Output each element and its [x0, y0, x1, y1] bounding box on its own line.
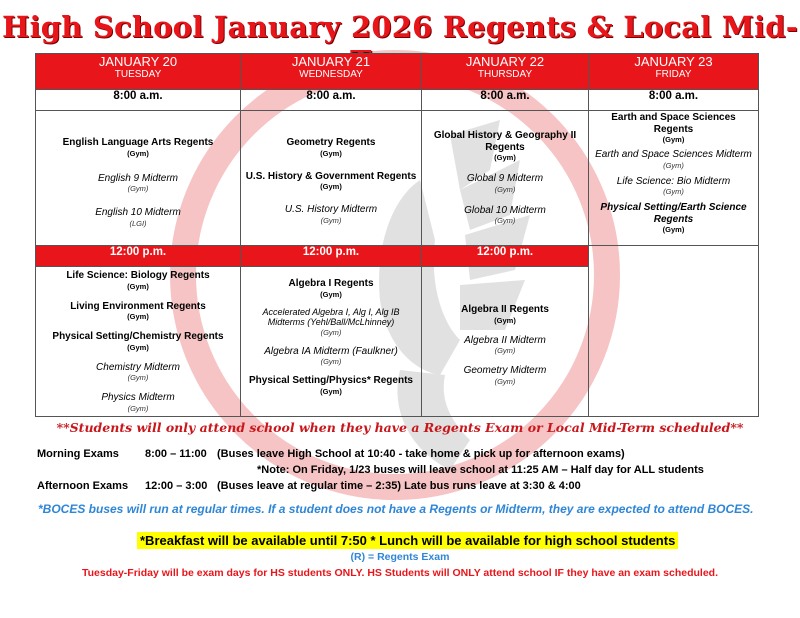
exam-cell — [36, 267, 241, 417]
exam-room: (LGI) — [129, 218, 147, 228]
morning-exams-row — [36, 111, 759, 246]
exam-room: (Gym) — [127, 281, 149, 291]
day-date: JANUARY 23 — [634, 54, 713, 69]
exam-name: Physics Midterm — [101, 392, 175, 403]
exam-name: Earth and Space Sciences Regents — [611, 112, 736, 135]
day-header — [422, 54, 589, 90]
attendance-note: **Students will only attend school when they have a Regents Exam or Local Mid-Term scheduled** — [56, 420, 744, 435]
exam-room: (Gym) — [320, 182, 342, 191]
exam-room: (Gym) — [320, 327, 342, 337]
exam-name: Algebra I Regents — [288, 278, 374, 289]
page-title: High School January 2026 Regents & Local Mid- — [1, 10, 799, 44]
exam-days-note: Tuesday-Friday will be exam days for HS students ONLY. HS Students will ONLY attend school IF they have an exam scheduled. — [81, 567, 718, 579]
afternoon-exams-detail: (Buses leave at regular time – 2:35) Late bus runs leave at 3:30 & 4:00 — [217, 480, 581, 492]
exam-cell — [422, 267, 589, 417]
exam-room: (Gym) — [494, 346, 516, 355]
afternoon-time-row — [36, 246, 759, 267]
exam-room: (Gym) — [494, 184, 516, 194]
exam-name: Geometry Regents — [286, 137, 376, 148]
exam-name: Life Science: Biology Regents — [66, 270, 210, 281]
exam-room: (Gym) — [662, 135, 685, 144]
exam-cell — [36, 111, 241, 246]
exam-name: Physical Setting/Earth Science Regents — [600, 202, 747, 225]
day-weekday: TUESDAY — [114, 69, 162, 80]
exam-room: (Gym) — [127, 403, 149, 413]
exam-room: (Gym) — [127, 312, 149, 321]
header-row — [36, 54, 759, 90]
exam-name: U.S. History & Government Regents — [245, 170, 417, 182]
day-header — [36, 54, 241, 90]
exam-room: (Gym) — [662, 225, 685, 234]
morning-time: 8:00 a.m. — [241, 90, 422, 111]
exam-name: Algebra IA Midterm (Faulkner) — [264, 345, 398, 357]
exam-room: (Gym) — [494, 153, 516, 162]
regents-key: (R) = Regents Exam — [350, 551, 450, 563]
morning-exams-label: Morning Exams — [37, 448, 119, 460]
exam-room: (Gym) — [320, 148, 342, 158]
exam-name: English Language Arts Regents — [62, 137, 214, 148]
day-weekday: WEDNESDAY — [299, 69, 363, 80]
exam-name: Physical Setting/Physics* Regents — [249, 375, 413, 386]
exam-room: (Gym) — [663, 187, 684, 196]
exam-name: Chemistry Midterm — [96, 361, 180, 373]
morning-exams-range: 8:00 – 11:00 — [145, 448, 207, 460]
exam-room: (Gym) — [127, 373, 149, 382]
morning-time-row — [36, 90, 759, 111]
day-header — [241, 54, 422, 90]
day-weekday: THURSDAY — [477, 69, 533, 80]
exam-room: (Gym) — [320, 386, 342, 396]
exam-name: Algebra II Regents — [461, 304, 549, 315]
morning-time: 8:00 a.m. — [422, 90, 589, 111]
exam-cell — [241, 111, 422, 246]
exam-name: Living Environment Regents — [70, 300, 206, 312]
afternoon-exams-label: Afternoon Exams — [37, 480, 129, 492]
exam-name: Life Science: Bio Midterm — [616, 175, 731, 187]
empty-cell — [589, 246, 759, 417]
exam-room: (Gym) — [320, 357, 342, 366]
morning-time: 8:00 a.m. — [589, 90, 759, 111]
exam-name: Global 10 Midterm — [464, 204, 546, 216]
exam-room: (Gym) — [127, 148, 149, 158]
day-weekday: FRIDAY — [655, 69, 692, 80]
exam-room: (Gym) — [320, 215, 342, 225]
exam-name: Physical Setting/Chemistry Regents — [52, 331, 224, 342]
exam-name: Global History & Geography II Regents — [433, 130, 577, 153]
exam-room: (Gym) — [494, 376, 516, 386]
exam-name: English 9 Midterm — [97, 172, 179, 184]
afternoon-exams-range: 12:00 – 3:00 — [145, 480, 208, 492]
afternoon-time: 12:00 p.m. — [36, 246, 241, 267]
day-date: JANUARY 20 — [98, 54, 178, 69]
afternoon-time: 12:00 p.m. — [241, 246, 422, 267]
exam-room: (Gym) — [127, 184, 149, 193]
exam-name: English 10 Midterm — [95, 207, 181, 218]
exam-name: Accelerated Algebra I, Alg I, Alg IB Midterms (Yehl/Ball/McLhinney) — [262, 306, 400, 327]
morning-exams-detail: (Buses leave High School at 10:40 - take home & pick up for afternoon exams) — [217, 448, 625, 460]
exam-schedule-table — [35, 53, 759, 417]
exam-name: Global 9 Midterm — [466, 173, 544, 184]
exam-room: (Gym) — [494, 315, 516, 325]
exam-name: U.S. History Midterm — [284, 204, 378, 215]
exam-cell — [241, 267, 422, 417]
boces-note: *BOCES buses will run at regular times. If a student does not have a Regents or Midterm, they are expected to attend BOCES. — [38, 502, 754, 516]
exam-name: Earth and Space Sciences Midterm — [595, 149, 752, 160]
exam-cell — [422, 111, 589, 246]
day-header — [589, 54, 759, 90]
breakfast-lunch-note: *Breakfast will be available until 7:50 * Lunch will be available for high school students — [137, 532, 678, 549]
afternoon-time: 12:00 p.m. — [422, 246, 589, 267]
friday-note: *Note: On Friday, 1/23 buses will leave school at 11:25 AM – Half day for ALL students — [257, 464, 704, 476]
exam-room: (Gym) — [127, 342, 149, 352]
exam-room: (Gym) — [320, 289, 342, 299]
exam-room: (Gym) — [663, 160, 684, 170]
exam-cell — [589, 111, 759, 246]
day-date: JANUARY 21 — [291, 54, 371, 69]
morning-time: 8:00 a.m. — [36, 90, 241, 111]
exam-name: Algebra II Midterm — [464, 334, 546, 346]
exam-room: (Gym) — [494, 216, 516, 225]
exam-name: Geometry Midterm — [463, 365, 547, 376]
day-date: JANUARY 22 — [465, 54, 545, 69]
